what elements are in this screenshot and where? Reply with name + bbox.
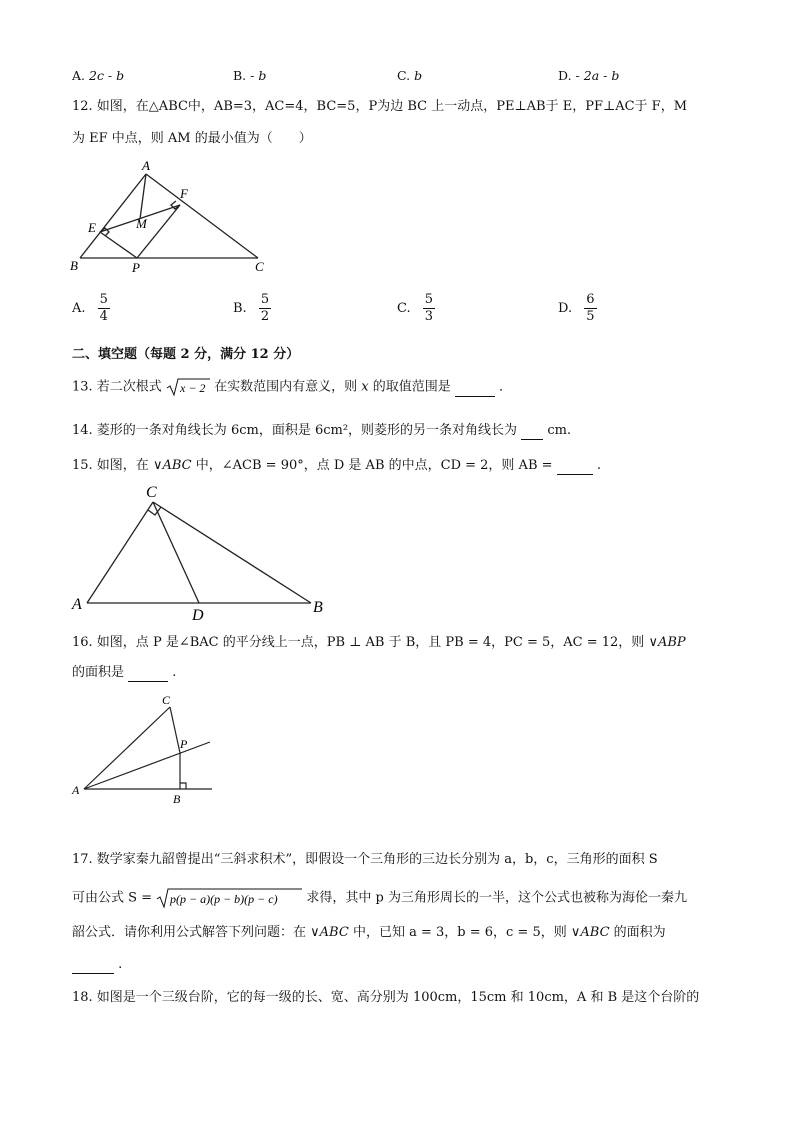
q16-label-p: P [180, 737, 188, 751]
q14-line [72, 422, 734, 440]
q12-option-a[interactable] [72, 292, 110, 325]
q17-text: 求得，其中 p 为三角形周长的一半，这个公式也被称为海伦一秦九 [306, 890, 687, 906]
denominator: 3 [424, 309, 434, 324]
q16-tri: ABP [657, 635, 686, 650]
denominator: 2 [260, 309, 270, 324]
section-title: 二、填空题（每题 2 分，满分 12 分） [72, 347, 300, 362]
q15-label-b: B [313, 599, 323, 616]
numerator: 5 [260, 292, 270, 307]
triangle-symbol: ∨ [648, 635, 658, 650]
q16-text: 的面积是 [72, 665, 125, 680]
q15-label-d: D [192, 607, 204, 624]
q12-label-p: P [132, 260, 140, 275]
q13-text: 13. 若二次根式 [72, 379, 162, 395]
q16-bisector [84, 742, 210, 789]
q16-label-b: B [173, 792, 181, 806]
q14-text: 14. 菱形的一条对角线长为 6cm，面积是 6cm²，则菱形的另一条对角线长为 [72, 423, 518, 438]
q17-end: . [118, 957, 123, 972]
option-text: - b [250, 68, 267, 83]
q17-answer-blank[interactable] [72, 959, 114, 974]
q12-label-c: C [255, 259, 264, 274]
q17-tri: ABC [580, 925, 610, 940]
q14-end: cm. [547, 423, 572, 438]
q12-line2: 为 EF 中点，则 AM 的最小值为（ ） [72, 131, 312, 146]
option-key: A. [72, 68, 86, 83]
q18-line: 18. 如图是一个三级台阶，它的每一级的长、宽、高分别为 100cm，15cm 和 10cm，A 和 B 是这个台阶的 [72, 990, 700, 1005]
q14-answer-blank[interactable] [521, 425, 543, 440]
q11-option-c[interactable] [397, 68, 422, 83]
q12-line1: 12. 如图，在△ABC中，AB=3，AC=4，BC=5，P为边 BC 上一动点，PE⊥AB于 E，PF⊥AC于 F，M [72, 99, 688, 114]
q13-answer-blank[interactable] [455, 382, 495, 397]
q15-label-a: A [72, 596, 82, 613]
sqrt-sign [166, 377, 210, 397]
q13-var: x [361, 379, 369, 395]
q15-end: . [596, 458, 601, 473]
q16-line1 [72, 634, 734, 652]
q15-label-c: C [146, 484, 157, 501]
sqrt-formula [156, 887, 302, 909]
q12-option-d[interactable] [558, 292, 597, 325]
sqrt-sign [156, 887, 302, 909]
q16-label-c: C [162, 693, 171, 707]
q16-label-a: A [72, 783, 80, 797]
option-key: B. [233, 68, 247, 83]
q16-right-angle [180, 783, 186, 789]
q17-text: 中，已知 a = 3，b = 6，c = 5，则 [352, 925, 567, 940]
fraction [584, 292, 596, 325]
q12-label-m: M [136, 216, 147, 231]
q16-line2 [72, 664, 734, 682]
q12-label-f: F [180, 186, 188, 201]
q11-option-b[interactable] [233, 68, 266, 83]
q12-label-e: E [88, 220, 96, 235]
q11-option-a[interactable] [72, 68, 124, 83]
option-key: D. [558, 301, 573, 316]
numerator: 6 [586, 292, 595, 307]
q17-text: 的面积为 [613, 925, 666, 940]
numerator: 5 [424, 292, 434, 307]
q15-line [72, 457, 734, 475]
triangle-symbol: ∨ [570, 925, 581, 940]
triangle-symbol: ∨ [310, 925, 320, 940]
q12-side-ac [146, 174, 258, 258]
q17-text: 可由公式 S = [72, 890, 153, 906]
option-key: A. [72, 301, 86, 316]
q17-line4 [72, 956, 734, 974]
option-key: B. [233, 301, 247, 316]
q13-text: 的取值范围是 [372, 379, 451, 395]
sqrt-expression [166, 377, 210, 397]
formula-radicand: p(p − a)(p − b)(p − c) [170, 892, 278, 906]
q12-label-b: B [70, 258, 78, 273]
q15-text: 15. 如图，在 [72, 458, 149, 473]
q16-side-ac [84, 707, 170, 789]
q11-option-d[interactable] [558, 68, 619, 83]
q17-line3 [72, 924, 734, 942]
q12-figure [62, 158, 272, 278]
q15-text: 中，∠ACB = 90°，点 D 是 AB 的中点，CD = 2，则 AB = [195, 458, 553, 473]
fraction [98, 292, 110, 325]
q17-text: 韶公式．请你利用公式解答下列问题：在 [72, 925, 307, 940]
radicand: x − 2 [179, 381, 206, 395]
triangle-symbol: ∨ [152, 458, 163, 473]
q13-line [72, 377, 734, 397]
q16-figure [68, 688, 228, 808]
q15-answer-blank[interactable] [557, 460, 593, 475]
option-key: C. [397, 68, 411, 83]
option-key: D. [558, 68, 572, 83]
numerator: 5 [99, 292, 108, 307]
q16-answer-blank[interactable] [128, 667, 168, 682]
q12-option-b[interactable] [233, 292, 271, 325]
fraction [423, 292, 435, 325]
fraction [259, 292, 271, 325]
q17-line1: 17. 数学家秦九韶曾提出“三斜求积术”，即假设一个三角形的三边长分别为 a，b，c，三角形的面积 S [72, 852, 658, 867]
q16-end: . [172, 665, 177, 680]
option-text: b [414, 68, 423, 83]
option-key: C. [397, 301, 411, 316]
q12-label-a: A [142, 158, 150, 173]
q16-text: 16. 如图，点 P 是∠BAC 的平分线上一点，PB ⊥ AB 于 B，且 PB = 4，PC = 5，AC = 12，则 [72, 635, 645, 650]
q15-figure [66, 480, 336, 624]
option-text: 2c - b [89, 68, 125, 83]
q12-option-c[interactable] [397, 292, 435, 325]
option-text: - 2a - b [575, 68, 620, 83]
q15-tri: ABC [162, 458, 192, 473]
q16-segment-pc [170, 707, 180, 753]
denominator: 4 [99, 309, 108, 324]
q13-text: 在实数范围内有意义，则 [214, 379, 358, 395]
q17-tri: ABC [319, 925, 349, 940]
q15-side-ac [87, 502, 153, 603]
denominator: 5 [586, 309, 595, 324]
q12-segment-pf [137, 205, 180, 258]
q17-line2 [72, 887, 734, 909]
q13-end: ． [499, 379, 513, 395]
